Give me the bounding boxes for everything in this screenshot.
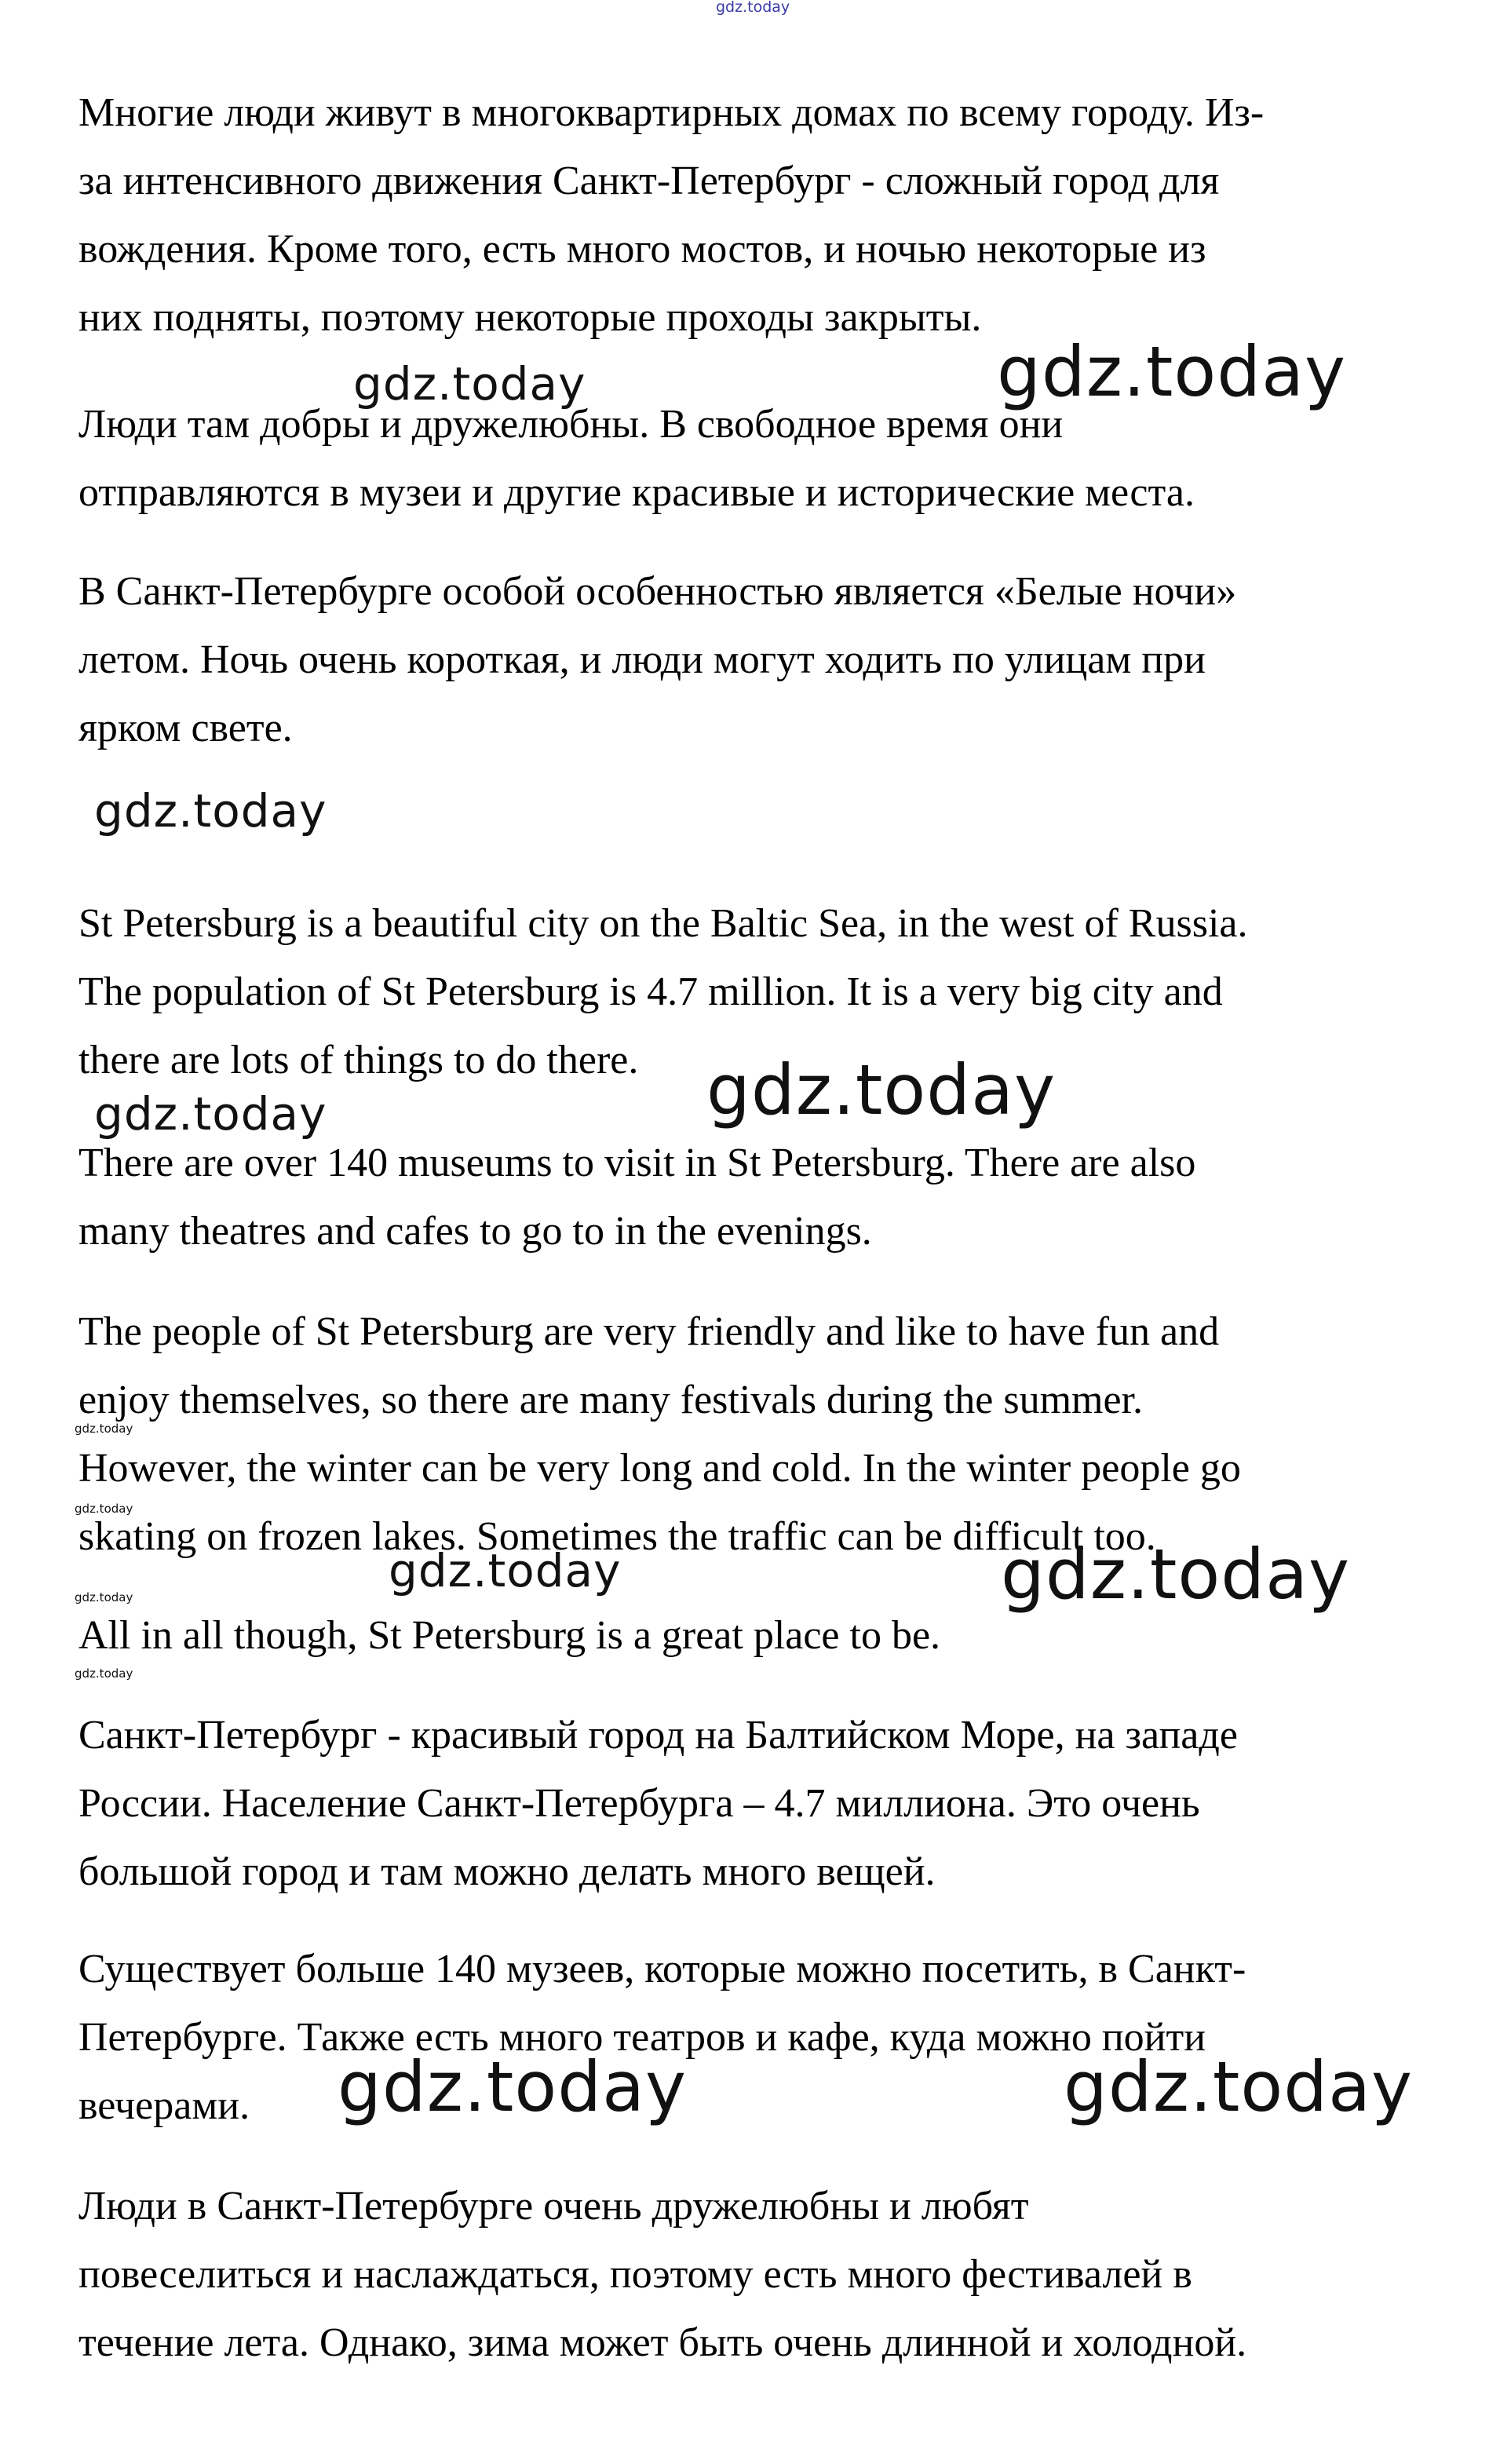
paragraph-kind-people: Люди там добры и дружелюбны. В свободное время они отправляются в музеи и другие красивые и исторические места. xyxy=(78,402,1195,515)
watermark: gdz.today xyxy=(94,1087,327,1141)
watermark-small: gdz.today xyxy=(75,1666,133,1681)
paragraph-white-nights: В Санкт-Петербурге особой особенностью является «Белые ночи» летом. Ночь очень короткая, и люди могут ходить по улицам при ярком свете. xyxy=(78,569,1237,750)
paragraph-translation-people: Люди в Санкт-Петербурге очень дружелюбны и любят повеселиться и наслаждаться, поэтому есть много фестивалей в течение лета. Однако, зима может быть очень длинной и холодной. xyxy=(78,2184,1247,2365)
paragraph-apartments: Многие люди живут в многоквартирных домах по всему городу. Из- за интенсивного движения Санкт-Петербург - сложный город для вождения. Кроме того, есть много мостов, и ночью некоторые из них подняты, поэтому некоторые проходы закрыты. xyxy=(78,90,1265,340)
watermark: gdz.today xyxy=(353,357,586,411)
watermark: gdz.today xyxy=(706,1049,1057,1130)
paragraph-people-festivals: The people of St Petersburg are very friendly and like to have fun and enjoy themselves, so there are many festivals during the summer. However, the winter can be very long and cold. In the winter people go skating on frozen lakes. Sometimes the traffic can be difficult too. xyxy=(78,1309,1241,1559)
paragraph-museums: There are over 140 museums to visit in St Petersburg. There are also many theatres and cafes to go to in the evenings. xyxy=(78,1141,1196,1254)
paragraph-all-in-all: All in all though, St Petersburg is a great place to be. xyxy=(78,1613,941,1658)
watermark: gdz.today xyxy=(1001,1534,1351,1615)
watermark-small: gdz.today xyxy=(75,1422,133,1436)
watermark: gdz.today xyxy=(997,331,1347,412)
watermark: gdz.today xyxy=(338,2046,688,2127)
watermark: gdz.today xyxy=(94,784,327,838)
watermark-top: gdz.today xyxy=(716,0,790,16)
paragraph-translation-intro: Санкт-Петербург - красивый город на Балтийском Море, на западе России. Население Санкт-Петербурга – 4.7 миллиона. Это очень большой город и там можно делать много вещей. xyxy=(78,1713,1238,1894)
paragraph-translation-museums: Существует больше 140 музеев, которые можно посетить, в Санкт- Петербурге. Также есть много театров и кафе, куда можно пойти вечерами. xyxy=(78,1947,1246,2128)
watermark-small: gdz.today xyxy=(75,1502,133,1516)
watermark: gdz.today xyxy=(389,1544,622,1597)
watermark-small: gdz.today xyxy=(75,1590,133,1604)
paragraph-st-petersburg-intro: St Petersburg is a beautiful city on the Baltic Sea, in the west of Russia. The population of St Petersburg is 4.7 million. It is a very big city and there are lots of things to do there. xyxy=(78,901,1248,1082)
watermark: gdz.today xyxy=(1064,2046,1414,2127)
